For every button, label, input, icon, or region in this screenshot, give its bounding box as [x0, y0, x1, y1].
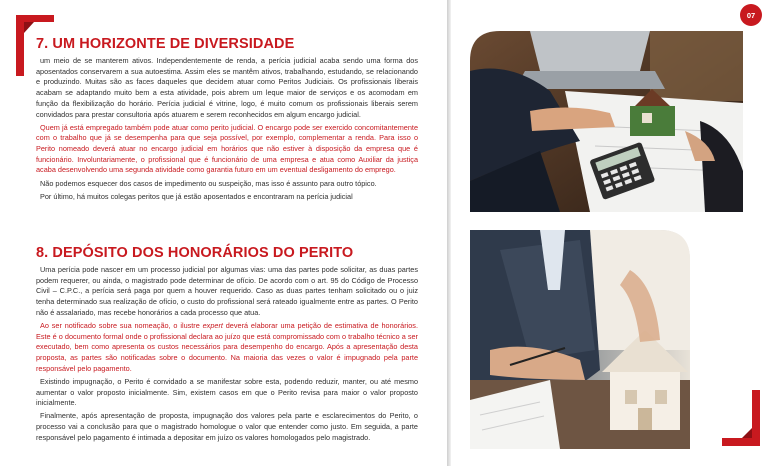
page-number: 07: [746, 10, 756, 20]
paragraph: Por último, há muitos colegas peritos que já estão aposentados e encontraram na perícia judicial: [40, 191, 353, 201]
corner-ornament-bottom-right: [718, 386, 768, 466]
section-8-heading: 8. DEPÓSITO DOS HONORÁRIOS DO PERITO: [36, 245, 354, 261]
paragraph: Não podemos esquecer dos casos de impedimento ou suspeição, mas isso é assunto para outro tópico.: [40, 178, 377, 188]
paragraph: Uma perícia pode nascer em um processo judicial por algumas vias: uma das partes pode solicitar, as duas partes podem requerer, ou ainda, o magistrado pode determinar de ofício. De acordo com o art. 95 do Código de Processo Civil – C.P.C., a perícia será paga por quem a houver requerido. Caso as duas partes tenham solicitado ou o juiz tenha determinado sua realização de ofício, o custo do profissional será rateado igualmente entre as partes. O Perito não é assalariado, mas recebe honorários a cada processo que atua.: [36, 265, 418, 317]
photo-house-model-desk: [470, 31, 743, 212]
section-7-body: [36, 56, 418, 202]
paragraph: Existindo impugnação, o Perito é convidado a se manifestar sobre esta, podendo reduzir, manter, ou até mesmo aumentar o valor proposto inicialmente. Sim, existem casos em que o Perito revisa para maior o valor proposto inicialmente.: [36, 376, 418, 408]
paragraph-highlight: Quem já está empregado também pode atuar como perito judicial. O encargo pode ser exercido concomitantemente com o trabalho que já se desempenha para que seja possível, por exemplo, complementar a renda. Para isso o Perito nomeado deverá atuar no encargo judicial em horários que não estiver à disposição da empresa que é funcionário. Involuntariamente, o profissional que é funcionário de uma empresa e atua como Auxiliar da justiça acaba desenvolvendo uma segunda atividade como garantia futuro em um eventual desligamento do emprego.: [36, 122, 418, 175]
photo-businessman-house-model: [470, 230, 690, 449]
paragraph-highlight: Ao ser notificado sobre sua nomeação, o ilustre expert deverá elaborar uma petição de estimativa de honorários. Este é o documento formal onde o profissional declara ao juízo que está compromissado com o trabalho técnico a ser executado, bem como apresenta os custos necessários para desempenho do encargo. Após a apresentação desta proposta, as partes são notificadas sobre o documento. Na maioria das vezes o valor é impugnado pela parte responsável pelo pagamento.: [36, 320, 418, 373]
section-7-heading: 7. UM HORIZONTE DE DIVERSIDADE: [36, 36, 295, 52]
paragraph: um meio de se manterem ativos. Independentemente de renda, a perícia judicial acaba sendo uma forma dos aposentados conservarem a sua autoestima. Assim eles se mantêm ativos, trabalhando, estudando, se relacionando e produzindo. Muitas são as faces daqueles que decidem atuar como Peritos Judiciais. Os profissionais liberais acabam se adaptando muito bem a esta atividade, pois abrem um leque maior de serviços e os acomodam em função da flexibilização do horário. Perícia judicial é vitrine, logo, é muito comum os profissionais liberais serem convidados para prestar consultoria após atuarem e serem reconhecidos em algum encargo judicial.: [36, 56, 418, 119]
page-number-badge: [740, 4, 762, 26]
section-8-body: [36, 265, 418, 443]
paragraph: Finalmente, após apresentação de proposta, impugnação dos valores pela parte e esclarecimentos do Perito, o processo vai a conclusão para que o magistrado homologue o valor que entender como justo. Em seguida, a parte responsável pelo pagamento é intimada a depositar em juízo os valores homologados pelo magistrado.: [36, 411, 418, 442]
